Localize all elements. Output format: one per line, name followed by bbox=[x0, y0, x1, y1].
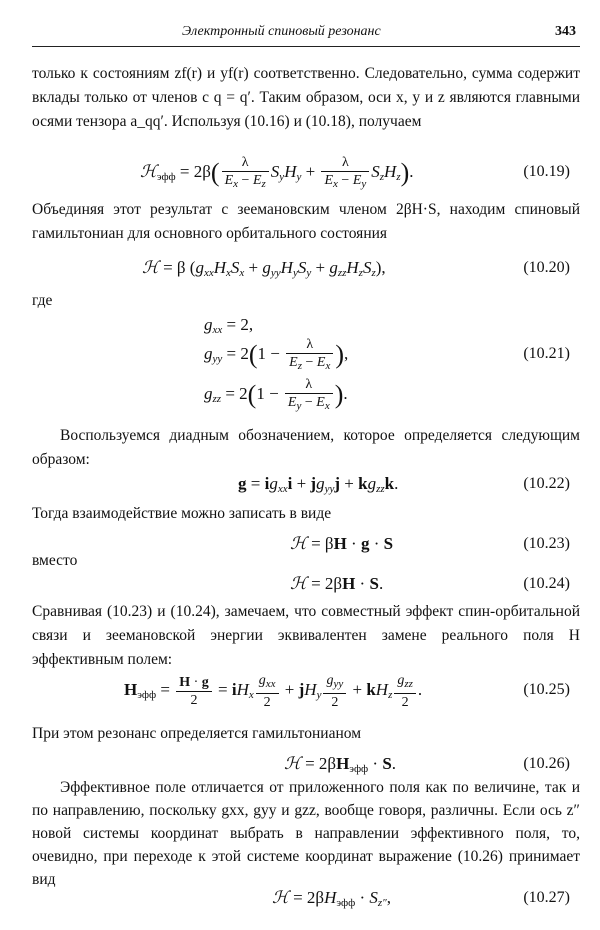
equation-number: (10.23) bbox=[523, 535, 570, 552]
equation-number: (10.21) bbox=[523, 345, 570, 362]
equation-10-20 bbox=[32, 246, 580, 290]
paragraph-1: только к состояниям zf(r) и yf(r) соответственно. Следовательно, сумма содержит вклады только от членов с q = q′. Таким образом, оси x, y и z являются главными осями тензора a_qq′. Используя (10.16) и (10.18), получаем bbox=[32, 65, 580, 130]
equation-10-26-formula: ℋ = $2\beta H_{эфф} \cdot S$. bbox=[284, 754, 397, 775]
equation-number: (10.19) bbox=[523, 163, 570, 180]
equation-10-21-gzz-formula: $g_{zz} = 2(1$ − $\frac{\lambda}{E_y - E_x}$ ). bbox=[204, 376, 348, 412]
paragraph-2: Объединяя этот результат с зеемановским членом 2βH·S, находим спиновый гамильтониан для основного орбитального состояния bbox=[32, 201, 580, 242]
equation-10-21-gzz bbox=[32, 372, 580, 416]
equation-10-20-formula: ℋ = β $(g_{xx}H_xS_x + g_{yy}H_yS_y + g_{zz}H_zS_z)$, bbox=[142, 258, 386, 279]
equation-10-21 bbox=[32, 332, 580, 376]
word-where: где bbox=[32, 292, 53, 309]
equation-10-19 bbox=[32, 150, 580, 194]
paragraph-7: Эффективное поле отличается от приложенного поля как по величине, так и по направлению, поскольку gxx, gyy и gzz, вообще говоря, различны. Если ось z″ новой системы координат выбрать в направлении эффективного поля, то, очевидно, при переходе к этой системе координат выражение (10.26) принимает вид bbox=[32, 779, 580, 888]
equation-10-23 bbox=[32, 522, 580, 566]
equation-10-24-formula: ℋ = 2βH · S. bbox=[290, 574, 384, 593]
running-header bbox=[32, 22, 580, 47]
paragraph-5: Сравнивая (10.23) и (10.24), замечаем, что совместный эффект спин-орбитальной связи и зеемановской энергии эквивалентен замене реального поля H эффективным полем: bbox=[32, 603, 580, 668]
equation-number: (10.20) bbox=[523, 259, 570, 276]
equation-10-23-formula: ℋ = βH · g · S bbox=[290, 534, 394, 553]
equation-number: (10.25) bbox=[523, 681, 570, 698]
equation-number: (10.26) bbox=[523, 755, 570, 772]
equation-10-22 bbox=[32, 462, 580, 506]
paragraph-6: При этом резонанс определяется гамильтонианом bbox=[32, 725, 362, 742]
equation-10-22-formula: $g = ig_{xx}i + jg_{yy}j + kg_{zz}k$. bbox=[238, 474, 399, 495]
equation-10-21-gxx-formula: $g_{xx} = 2$, bbox=[204, 315, 254, 336]
equation-number: (10.22) bbox=[523, 475, 570, 492]
word-instead: вместо bbox=[32, 552, 78, 569]
paragraph-4: Тогда взаимодействие можно записать в виде bbox=[32, 505, 332, 522]
running-title: Электронный спиновый резонанс bbox=[182, 24, 381, 39]
page-number: 343 bbox=[555, 24, 576, 39]
equation-10-19-formula: ℋ$_{эфф}$ = 2β( $\frac{\lambda}{E_x - E_z}$ $S_yH_y$ + $\frac{\lambda}{E_x - E_y}$ $S_zH_z$). bbox=[140, 154, 414, 190]
equation-number: (10.24) bbox=[523, 575, 570, 592]
paragraph-3: Воспользуемся диадным обозначением, которое определяется следующим образом: bbox=[32, 427, 580, 468]
equation-10-25-formula: $H_{эфф}$ = $\frac{H \cdot g}{2}$ = $iH_x$ $\frac{g_{xx}}{2}$ + $jH_y$ $\frac{g_{yy}}{2}$ + $kH_z$ $\frac{g_{zz}}{2}$ . bbox=[124, 672, 423, 710]
equation-10-27-formula: ℋ = $2\beta H_{эфф} \cdot S_{z''}$, bbox=[272, 888, 391, 909]
equation-10-21-gyy-formula: $g_{yy} = 2(1$ − $\frac{\lambda}{E_z - E_x}$ ), bbox=[204, 336, 349, 372]
equation-10-27 bbox=[32, 876, 580, 920]
equation-number: (10.27) bbox=[523, 889, 570, 906]
equation-10-25 bbox=[32, 668, 580, 712]
